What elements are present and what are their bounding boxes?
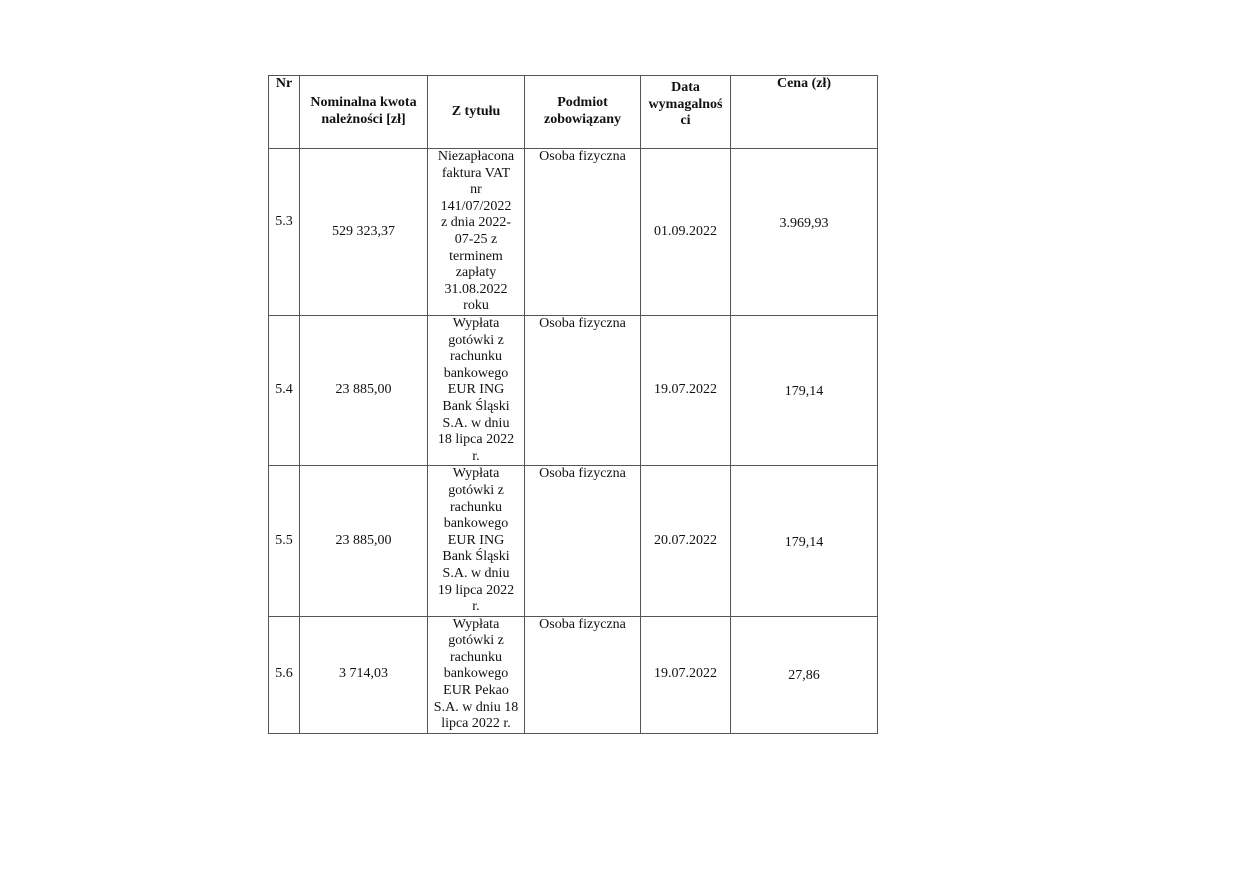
cell-title-line: gotówki z	[448, 332, 504, 348]
cell-nominal-amount-text: 23 885,00	[335, 382, 392, 398]
cell-title-line: terminem	[449, 248, 503, 264]
cell-nr-text: 5.4	[275, 382, 293, 398]
cell-title	[428, 466, 525, 616]
header-due-date-lines	[641, 80, 730, 130]
header-nominal-amount-text: Nominalna kwota należności [zł]	[310, 95, 417, 127]
cell-debtor-text: Osoba fizyczna	[539, 316, 626, 331]
cell-title-line: bankowego	[443, 516, 509, 532]
cell-title	[428, 316, 525, 466]
cell-title	[428, 616, 525, 733]
cell-title-line: bankowego	[443, 365, 509, 381]
cell-title-line: S.A. w dniu 18	[433, 699, 519, 715]
header-title: Z tytułu	[428, 76, 525, 149]
cell-title-line: Bank Śląski	[442, 549, 510, 565]
cell-title-line: 07-25 z	[454, 231, 498, 247]
cell-title-line: EUR ING	[447, 382, 505, 398]
cell-title-line: rachunku	[449, 649, 503, 665]
header-due-date	[641, 76, 731, 149]
cell-debtor	[525, 466, 641, 616]
cell-title-line: EUR Pekao	[443, 683, 509, 699]
cell-title-line: nr	[470, 182, 482, 198]
cell-title-line: 141/07/2022	[440, 198, 512, 214]
cell-nominal-amount	[300, 316, 428, 466]
header-row	[269, 76, 878, 149]
cell-title-line: faktura VAT	[441, 165, 511, 181]
cell-debtor	[525, 616, 641, 733]
cell-nominal-amount-text: 3 714,03	[339, 666, 388, 682]
cell-title-line: roku	[463, 298, 489, 314]
table-body	[269, 149, 878, 734]
cell-price	[731, 616, 878, 733]
cell-title-line: S.A. w dniu	[442, 415, 510, 431]
cell-price-text: 3.969,93	[779, 215, 829, 231]
cell-due-date	[641, 149, 731, 316]
cell-due-date	[641, 466, 731, 616]
cell-title-line: rachunku	[449, 499, 503, 515]
cell-title-line: Wypłata	[452, 466, 500, 482]
cell-due-date-text: 19.07.2022	[654, 666, 717, 682]
cell-nr	[269, 149, 300, 316]
receivables-table	[268, 75, 878, 734]
cell-title-line: r.	[472, 448, 480, 464]
cell-nr	[269, 316, 300, 466]
cell-nr-text: 5.5	[275, 532, 293, 548]
cell-debtor	[525, 316, 641, 466]
cell-title-line: Niezapłacona	[437, 149, 515, 164]
cell-nr	[269, 616, 300, 733]
cell-title-line: rachunku	[449, 349, 503, 365]
cell-title-line: zapłaty	[455, 265, 497, 281]
header-due-date-line: Data	[671, 80, 700, 96]
cell-title-line: EUR ING	[447, 532, 505, 548]
table-row	[269, 149, 878, 316]
cell-title-line: z dnia 2022-	[441, 215, 511, 231]
cell-title-line: gotówki z	[448, 633, 504, 649]
cell-due-date-text: 01.09.2022	[654, 223, 717, 239]
cell-title-line: r.	[472, 599, 480, 615]
cell-nominal-amount-text: 23 885,00	[335, 532, 392, 548]
cell-nominal-amount	[300, 149, 428, 316]
header-due-date-line: ci	[680, 113, 691, 129]
cell-title	[428, 149, 525, 316]
cell-price	[731, 316, 878, 466]
header-nominal-amount	[300, 76, 428, 149]
cell-price	[731, 149, 878, 316]
cell-debtor-text: Osoba fizyczna	[539, 616, 626, 632]
cell-title-line: 18 lipca 2022	[437, 432, 515, 448]
header-debtor-text: Podmiot zobowiązany	[544, 95, 621, 127]
cell-due-date	[641, 316, 731, 466]
cell-nominal-amount	[300, 616, 428, 733]
cell-nominal-amount	[300, 466, 428, 616]
cell-price	[731, 466, 878, 616]
cell-title-line: lipca 2022 r.	[441, 716, 511, 732]
cell-title-line: bankowego	[443, 666, 509, 682]
cell-debtor-text: Osoba fizyczna	[539, 149, 626, 164]
cell-title-line: 19 lipca 2022	[437, 582, 515, 598]
cell-nominal-amount-text: 529 323,37	[332, 223, 395, 239]
header-price: Cena (zł)	[731, 76, 878, 149]
cell-title-line: gotówki z	[448, 482, 504, 498]
cell-title-line: S.A. w dniu	[442, 565, 510, 581]
cell-price-text: 179,14	[784, 384, 824, 400]
table-row	[269, 466, 878, 616]
header-nr: Nr	[269, 76, 300, 149]
cell-price-text: 27,86	[788, 668, 820, 684]
cell-due-date-text: 19.07.2022	[654, 382, 717, 398]
cell-due-date	[641, 616, 731, 733]
cell-title-line: Bank Śląski	[442, 398, 510, 414]
table-row	[269, 616, 878, 733]
cell-debtor-text: Osoba fizyczna	[539, 466, 626, 482]
cell-title-line: Wypłata	[452, 616, 500, 632]
cell-due-date-text: 20.07.2022	[654, 532, 717, 548]
header-due-date-line: wymagalnoś	[648, 96, 723, 112]
cell-title-line: Wypłata	[452, 316, 500, 331]
cell-nr-text: 5.3	[275, 213, 293, 229]
table-row	[269, 316, 878, 466]
cell-debtor	[525, 149, 641, 316]
cell-nr-text: 5.6	[275, 666, 293, 682]
header-debtor	[525, 76, 641, 149]
cell-price-text: 179,14	[784, 534, 824, 550]
cell-nr	[269, 466, 300, 616]
cell-title-line: 31.08.2022	[444, 281, 508, 297]
